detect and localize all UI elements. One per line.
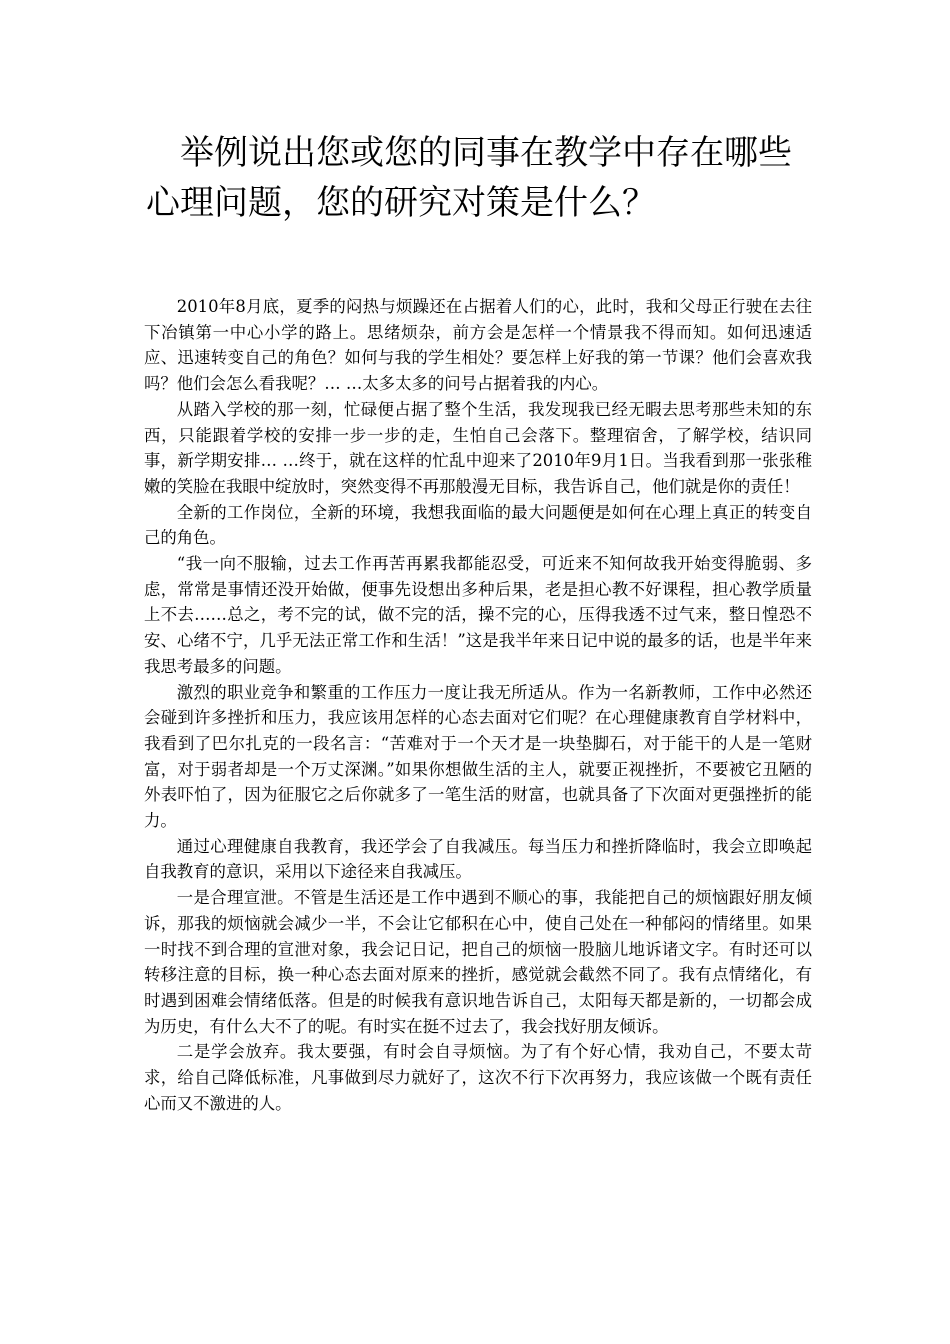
paragraph: 通过心理健康自我教育，我还学会了自我减压。每当压力和挫折降临时，我会立即唤起自我教育的意识，采用以下途径来自我减压。 <box>144 836 812 882</box>
paragraph: 全新的工作岗位，全新的环境，我想我面临的最大问题便是如何在心理上真正的转变自己的角色。 <box>144 502 812 548</box>
document-body <box>144 294 812 1117</box>
paragraph: 激烈的职业竞争和繁重的工作压力一度让我无所适从。作为一名新教师，工作中必然还会碰到许多挫折和压力，我应该用怎样的心态去面对它们呢？在心理健康教育自学材料中，我看到了巴尔扎克的一段名言：“苦难对于一个天才是一块垫脚石，对于能干的人是一笔财富，对于弱者却是一个万丈深渊。”如果你想做生活的主人，就要正视挫折，不要被它丑陋的外表吓怕了，因为征服它之后你就多了一笔生活的财富，也就具备了下次面对更强挫折的能力。 <box>144 682 812 831</box>
paragraph: 2010年8月底，夏季的闷热与烦躁还在占据着人们的心，此时，我和父母正行驶在去往下冶镇第一中心小学的路上。思绪烦杂，前方会是怎样一个情景我不得而知。如何迅速适应、迅速转变自己的角色？如何与我的学生相处？要怎样上好我的第一节课？他们会喜欢我吗？他们会怎么看我呢？… …太多太多的问号占据着我的内心。 <box>144 297 812 394</box>
paragraph: “我一向不服输，过去工作再苦再累我都能忍受，可近来不知何故我开始变得脆弱、多虑，常常是事情还没开始做，便事先设想出多种后果，老是担心教不好课程，担心教学质量上不去……总之，考不完的试，做不完的活，操不完的心，压得我透不过气来，整日惶恐不安、心绪不宁，几乎无法正常工作和生活！”这是我半年来日记中说的最多的话，也是半年来我思考最多的问题。 <box>144 554 812 676</box>
document-title: 举例说出您或您的同事在教学中存在哪些心理问题，您的研究对策是什么？ <box>146 133 792 223</box>
paragraph: 一是合理宣泄。不管是生活还是工作中遇到不顺心的事，我能把自己的烦恼跟好朋友倾诉，那我的烦恼就会减少一半，不会让它郁积在心中，使自己处在一种郁闷的情绪里。如果一时找不到合理的宣泄对象，我会记日记，把自己的烦恼一股脑儿地诉诸文字。有时还可以转移注意的目标，换一种心态去面对原来的挫折，感觉就会截然不同了。我有点情绪化，有时遇到困难会情绪低落。但是的时候我有意识地告诉自己，太阳每天都是新的，一切都会成为历史，有什么大不了的呢。有时实在挺不过去了，我会找好朋友倾诉。 <box>144 888 812 1036</box>
paragraph: 从踏入学校的那一刻，忙碌便占据了整个生活，我发现我已经无暇去思考那些未知的东西，只能跟着学校的安排一步一步的走，生怕自己会落下。整理宿舍，了解学校，结识同事，新学期安排… …终于，就在这样的忙乱中迎来了2010年9月1日。当我看到那一张张稚嫩的笑脸在我眼中绽放时，突然变得不再那般漫无目标，我告诉自己，他们就是你的责任！ <box>144 399 812 496</box>
paragraph: 二是学会放弃。我太要强，有时会自寻烦恼。为了有个好心情，我劝自己，不要太苛求，给自己降低标准，凡事做到尽力就好了，这次不行下次再努力，我应该做一个既有责任心而又不激进的人。 <box>144 1042 812 1113</box>
